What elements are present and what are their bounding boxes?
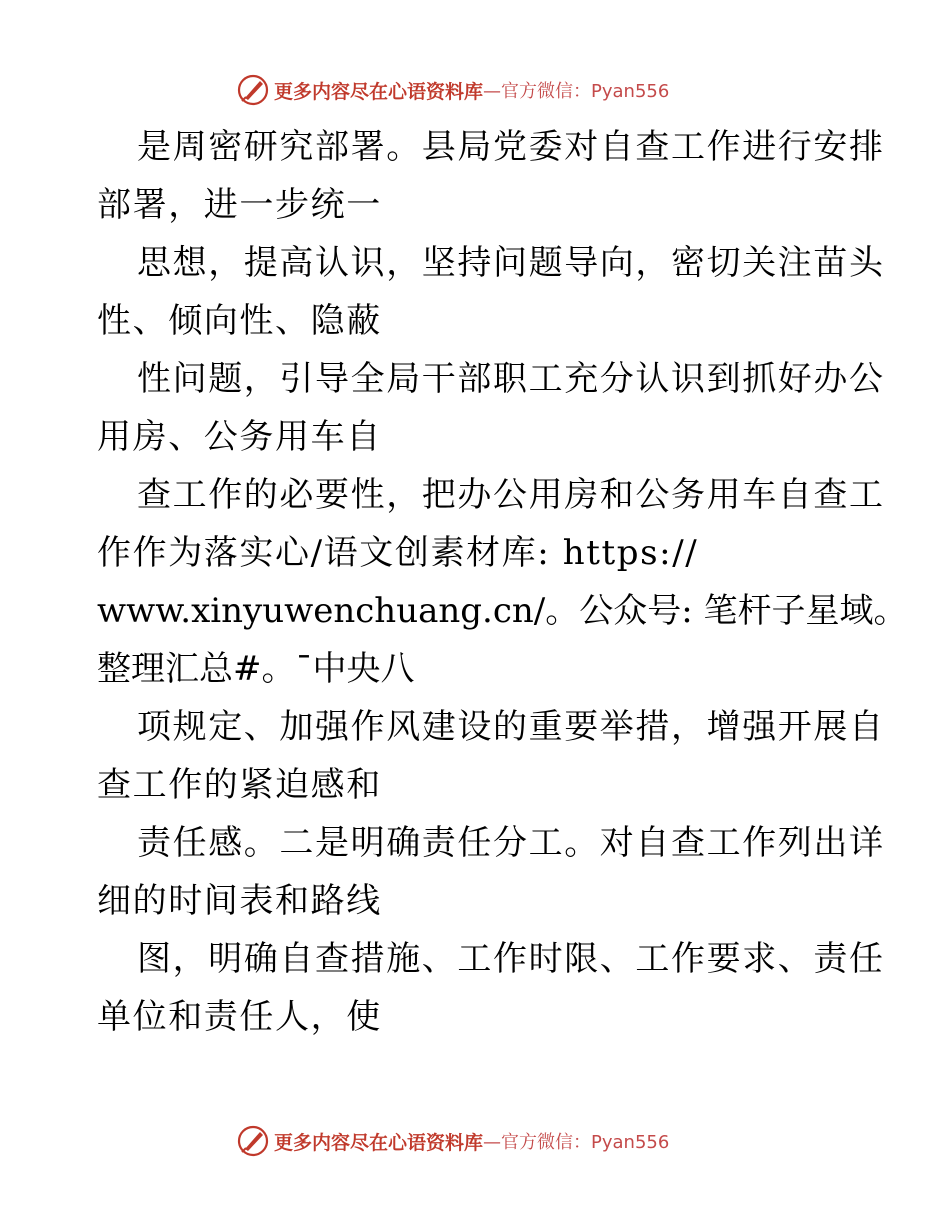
watermark-contact: —官方微信：Pyan556: [483, 1132, 670, 1153]
text-line: 责任感。二是明确责任分工。对自查工作列出详: [137, 823, 885, 863]
text-line: 性问题，引导全局干部职工充分认识到抓好办公: [137, 359, 885, 399]
watermark-brand: 更多内容尽在心语资料库: [274, 80, 484, 103]
text-line: 是周密研究部署。县局党委对自查工作进行安排: [137, 127, 885, 167]
text-line: www.xinyuwenchuang.cn/。公众号: 笔杆子星域。: [97, 591, 908, 631]
body-text: [97, 118, 908, 1046]
text-line: 用房、公务用车自: [97, 417, 382, 457]
footer-watermark: [236, 1123, 716, 1159]
text-line: 性、倾向性、隐蔽: [97, 301, 382, 341]
text-line: 细的时间表和路线: [97, 881, 382, 921]
text-line: 部署，进一步统一: [97, 185, 382, 225]
text-line: 单位和责任人，使: [97, 997, 382, 1037]
watermark-brand: 更多内容尽在心语资料库: [274, 1131, 484, 1154]
header-watermark: [236, 72, 716, 108]
watermark-contact: —官方微信：Pyan556: [483, 81, 670, 102]
text-line: 作作为落实心/语文创素材库: https://: [97, 533, 699, 573]
text-line: 项规定、加强作风建设的重要举措，增强开展自: [137, 707, 885, 747]
quill-logo-icon: [236, 1124, 270, 1158]
text-line: 思想，提高认识，坚持问题导向，密切关注苗头: [137, 243, 885, 283]
text-line: 图，明确自查措施、工作时限、工作要求、责任: [137, 939, 885, 979]
quill-logo-icon: [236, 73, 270, 107]
text-line: 查工作的必要性，把办公用房和公务用车自查工: [137, 475, 885, 515]
text-line: 查工作的紧迫感和: [97, 765, 382, 805]
text-line: 整理汇总#。¯中央八: [97, 649, 415, 689]
